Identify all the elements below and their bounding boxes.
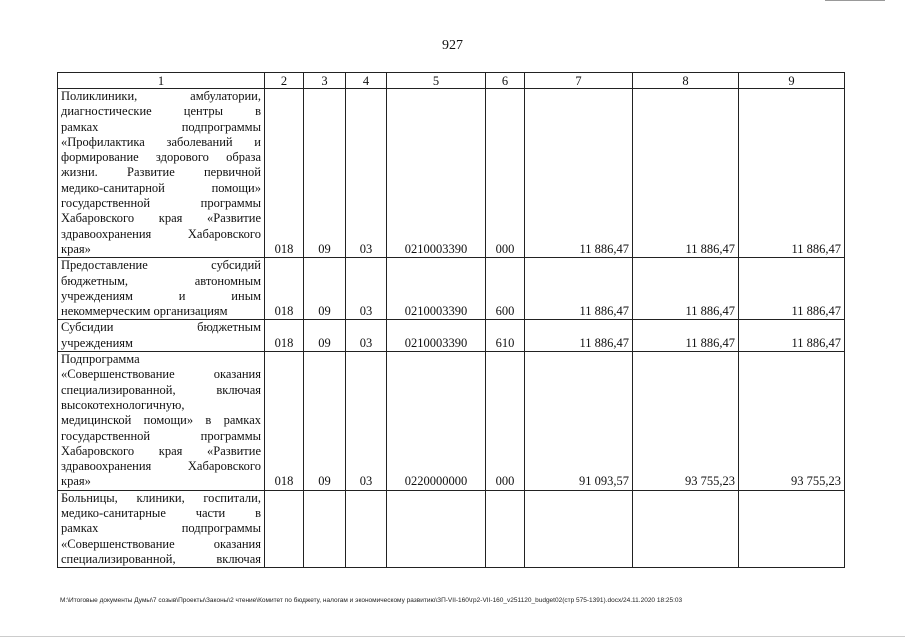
target-article-code: 0220000000 [387, 352, 486, 491]
description-line: Хабаровского края «Развитие [61, 211, 261, 226]
bottom-rule [0, 636, 905, 637]
amount-year-3 [739, 490, 845, 567]
description-line: бюджетным, автономным [61, 273, 261, 288]
description-line: «Совершенствование оказания [61, 536, 261, 551]
row-description [58, 490, 265, 567]
budget-table [57, 72, 845, 568]
section-code [304, 490, 346, 567]
section-code: 09 [304, 320, 346, 352]
description-line: «Профилактика заболеваний и [61, 134, 261, 149]
amount-year-3: 11 886,47 [739, 320, 845, 352]
col-header-4: 4 [346, 73, 387, 89]
section-code: 09 [304, 258, 346, 320]
col-header-5: 5 [387, 73, 486, 89]
ministry-code: 018 [265, 352, 304, 491]
ministry-code [265, 490, 304, 567]
target-article-code: 0210003390 [387, 258, 486, 320]
description-line: учреждениям [61, 335, 133, 350]
expense-type-code: 000 [486, 352, 525, 491]
description-line: государственной программы [61, 196, 261, 211]
subsection-code [346, 490, 387, 567]
description-line: жизни. Развитие первичной [61, 165, 261, 180]
header-row [58, 73, 845, 89]
col-header-9: 9 [739, 73, 845, 89]
row-description [58, 352, 265, 491]
target-article-code [387, 490, 486, 567]
table-row [58, 258, 845, 320]
amount-year-2 [633, 490, 739, 567]
expense-type-code: 610 [486, 320, 525, 352]
description-line: Поликлиники, амбулатории, [61, 89, 261, 103]
col-header-1: 1 [58, 73, 265, 89]
description-line: рамках подпрограммы [61, 521, 261, 536]
subsection-code: 03 [346, 258, 387, 320]
description-line: некоммерческим организациям [61, 304, 228, 319]
description-line: Хабаровского края «Развитие [61, 443, 261, 458]
description-line: края» [61, 474, 91, 489]
description-line: здравоохранения Хабаровского [61, 226, 261, 241]
amount-year-1: 11 886,47 [525, 258, 633, 320]
description-line: специализированной, включая [61, 551, 261, 566]
row-description [58, 320, 265, 352]
amount-year-3: 11 886,47 [739, 258, 845, 320]
amount-year-2: 11 886,47 [633, 320, 739, 352]
subsection-code: 03 [346, 352, 387, 491]
description-line: учреждениям и иным [61, 288, 261, 303]
col-header-3: 3 [304, 73, 346, 89]
expense-type-code: 600 [486, 258, 525, 320]
description-line: высокотехнологичную, [61, 397, 185, 412]
col-header-6: 6 [486, 73, 525, 89]
description-line: края» [61, 241, 91, 256]
description-line: рамках подпрограммы [61, 119, 261, 134]
amount-year-3: 11 886,47 [739, 89, 845, 258]
description-line: Субсидии бюджетным [61, 320, 261, 335]
expense-type-code: 000 [486, 89, 525, 258]
description-line: здравоохранения Хабаровского [61, 459, 261, 474]
amount-year-2: 93 755,23 [633, 352, 739, 491]
table-row [58, 89, 845, 258]
top-edge-mark [825, 0, 885, 3]
description-line: формирование здорового образа [61, 150, 261, 165]
amount-year-1: 11 886,47 [525, 89, 633, 258]
table-row [58, 490, 845, 567]
page-number: 927 [442, 38, 463, 53]
table-row [58, 320, 845, 352]
description-line: медико-санитарные части в [61, 506, 261, 521]
col-header-8: 8 [633, 73, 739, 89]
description-line: медико-санитарной помощи» [61, 180, 261, 195]
description-line: специализированной, включая [61, 382, 261, 397]
subsection-code: 03 [346, 320, 387, 352]
section-code: 09 [304, 89, 346, 258]
description-line: Больницы, клиники, госпитали, [61, 490, 261, 505]
expense-type-code [486, 490, 525, 567]
amount-year-2: 11 886,47 [633, 89, 739, 258]
description-line: Предоставление субсидий [61, 258, 261, 273]
row-description [58, 258, 265, 320]
amount-year-3: 93 755,23 [739, 352, 845, 491]
subsection-code: 03 [346, 89, 387, 258]
target-article-code: 0210003390 [387, 89, 486, 258]
row-description [58, 89, 265, 258]
amount-year-1: 11 886,47 [525, 320, 633, 352]
amount-year-2: 11 886,47 [633, 258, 739, 320]
description-line: государственной программы [61, 428, 261, 443]
amount-year-1: 91 093,57 [525, 352, 633, 491]
target-article-code: 0210003390 [387, 320, 486, 352]
footer-file-path: M:\Итоговые документы Думы\7 созыв\Проекты\Законы\2 чтение\Комитет по бюджету, налогам и экономическому развитию\ЗП-VII-160\гр2-VII-160_v251120_budget02(стр 575-1391).docx/24.11.2020 18:25:03 [60, 597, 683, 604]
table-row [58, 352, 845, 491]
amount-year-1 [525, 490, 633, 567]
ministry-code: 018 [265, 258, 304, 320]
description-line: медицинской помощи» в рамках [61, 413, 261, 428]
col-header-2: 2 [265, 73, 304, 89]
description-line: диагностические центры в [61, 104, 261, 119]
ministry-code: 018 [265, 320, 304, 352]
description-line: «Совершенствование оказания [61, 367, 261, 382]
ministry-code: 018 [265, 89, 304, 258]
description-line: Подпрограмма [61, 352, 140, 367]
section-code: 09 [304, 352, 346, 491]
col-header-7: 7 [525, 73, 633, 89]
